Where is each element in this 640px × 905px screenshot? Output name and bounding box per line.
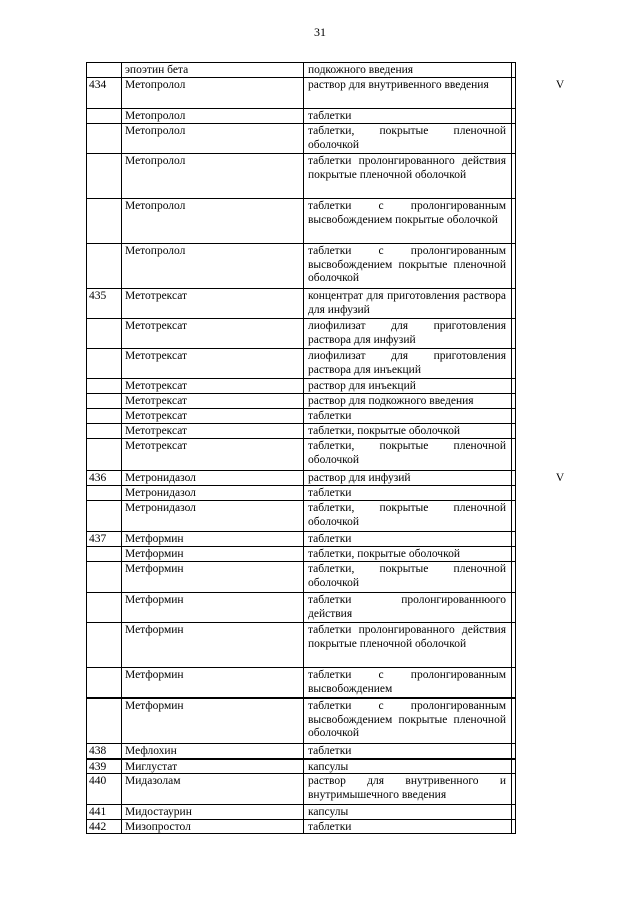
drug-name: Метотрексат — [125, 290, 188, 302]
row-number: 442 — [89, 821, 107, 833]
dosage-form: таблетки, покрытые пленочной оболочкой — [308, 440, 506, 466]
dosage-form: таблетки с пролонгированным высвобождением покрытые пленочной оболочкой — [308, 700, 506, 739]
table-row — [87, 77, 565, 108]
table-row — [87, 531, 515, 546]
drug-name: Мидазолам — [125, 775, 181, 787]
dosage-form: таблетки пролонгированного действия покрытые пленочной оболочкой — [308, 624, 506, 650]
table-row — [87, 288, 515, 318]
dosage-form: таблетки пролонгированнюого действия — [308, 594, 506, 620]
table-row — [87, 198, 515, 243]
table-row — [87, 408, 515, 423]
row-number: 440 — [89, 775, 107, 787]
dosage-form: таблетки пролонгированного действия покрытые пленочной оболочкой — [308, 155, 506, 181]
dosage-form: лиофилизат для приготовления раствора для инъекций — [308, 350, 506, 376]
drug-name: Метотрексат — [125, 395, 188, 407]
table-row — [87, 667, 515, 697]
dosage-form: раствор для подкожного введения — [308, 395, 474, 407]
dosage-form: таблетки — [308, 533, 352, 545]
drug-name: Метформин — [125, 624, 184, 636]
row-number: 438 — [89, 745, 107, 757]
dosage-form: таблетки, покрытые пленочной оболочкой — [308, 125, 506, 151]
dosage-form: капсулы — [308, 806, 349, 818]
drug-name: Метформин — [125, 533, 184, 545]
drug-name: Метформин — [125, 594, 184, 606]
drug-name: Метотрексат — [125, 425, 188, 437]
drug-name: Метронидазол — [125, 487, 196, 499]
row-number: 434 — [89, 79, 107, 91]
drug-name: Мидостаурин — [125, 806, 192, 818]
table-row — [87, 378, 515, 393]
dosage-form: раствор для внутривенного введения — [308, 79, 489, 91]
dosage-form: таблетки — [308, 410, 352, 422]
drug-name: Метопролол — [125, 200, 186, 212]
table-row — [87, 546, 515, 561]
drug-name: Метформин — [125, 669, 184, 681]
table-row — [87, 243, 515, 288]
table-row — [87, 500, 515, 531]
drug-name: Метопролол — [125, 79, 186, 91]
table-row — [87, 622, 515, 667]
drug-name: Метронидазол — [125, 502, 196, 514]
row-number: 441 — [89, 806, 107, 818]
dosage-form: таблетки, покрытые оболочкой — [308, 425, 460, 437]
drug-table — [86, 62, 565, 834]
table-row — [87, 804, 515, 819]
dosage-form: подкожного введения — [308, 64, 414, 76]
dosage-form: таблетки с пролонгированным высвобождением — [308, 669, 506, 695]
table-row — [87, 758, 515, 773]
table-row — [87, 470, 565, 485]
drug-name: Миглустат — [125, 761, 178, 773]
drug-name: эпоэтин бета — [125, 64, 189, 76]
table-row — [87, 108, 515, 123]
table-row — [87, 438, 515, 470]
dosage-form: таблетки, покрытые оболочкой — [308, 548, 460, 560]
table-row — [87, 393, 515, 408]
drug-name: Метотрексат — [125, 410, 188, 422]
drug-name: Метотрексат — [125, 320, 188, 332]
drug-name: Метронидазол — [125, 472, 196, 484]
drug-name: Метотрексат — [125, 350, 188, 362]
table-row — [87, 819, 515, 833]
drug-name: Метотрексат — [125, 440, 188, 452]
drug-name: Метформин — [125, 700, 184, 712]
vital-mark: V — [555, 472, 565, 484]
drug-name: Мефлохин — [125, 745, 177, 757]
table-row — [87, 153, 515, 198]
vital-mark: V — [555, 79, 565, 91]
dosage-form: таблетки, покрытые пленочной оболочкой — [308, 563, 506, 589]
dosage-form: раствор для инъекций — [308, 380, 416, 392]
drug-name: Метопролол — [125, 125, 186, 137]
dosage-form: концентрат для приготовления раствора для инфузий — [308, 290, 506, 316]
table-row — [87, 773, 515, 804]
drug-name: Метформин — [125, 548, 184, 560]
dosage-form: лиофилизат для приготовления раствора для инфузий — [308, 320, 506, 346]
drug-name: Метформин — [125, 563, 184, 575]
table-row — [87, 485, 515, 500]
dosage-form: раствор для инфузий — [308, 472, 411, 484]
drug-name: Мизопростол — [125, 821, 191, 833]
table-row — [87, 123, 515, 153]
drug-name: Метотрексат — [125, 380, 188, 392]
table-row — [87, 63, 515, 77]
table-row — [87, 697, 515, 743]
table-row — [87, 561, 515, 592]
page-number: 31 — [314, 25, 326, 39]
dosage-form: раствор для внутривенного и внутримышечного введения — [308, 775, 506, 801]
drug-name: Метопролол — [125, 155, 186, 167]
dosage-form: таблетки с пролонгированным высвобождением покрытые пленочной оболочкой — [308, 245, 506, 284]
dosage-form: таблетки — [308, 110, 352, 122]
dosage-form: таблетки, покрытые пленочной оболочкой — [308, 502, 506, 528]
table-row — [87, 423, 515, 438]
row-number: 435 — [89, 290, 107, 302]
dosage-form: таблетки — [308, 745, 352, 757]
row-number: 436 — [89, 472, 107, 484]
table-row — [87, 743, 515, 758]
row-number: 439 — [89, 761, 107, 773]
dosage-form: капсулы — [308, 761, 349, 773]
dosage-form: таблетки с пролонгированным высвобождением покрытые оболочкой — [308, 200, 506, 226]
dosage-form: таблетки — [308, 821, 352, 833]
row-number: 437 — [89, 533, 107, 545]
drug-name: Метопролол — [125, 110, 186, 122]
table-row — [87, 348, 515, 378]
dosage-form: таблетки — [308, 487, 352, 499]
drug-name: Метопролол — [125, 245, 186, 257]
table-row — [87, 318, 515, 348]
table-row — [87, 592, 515, 622]
